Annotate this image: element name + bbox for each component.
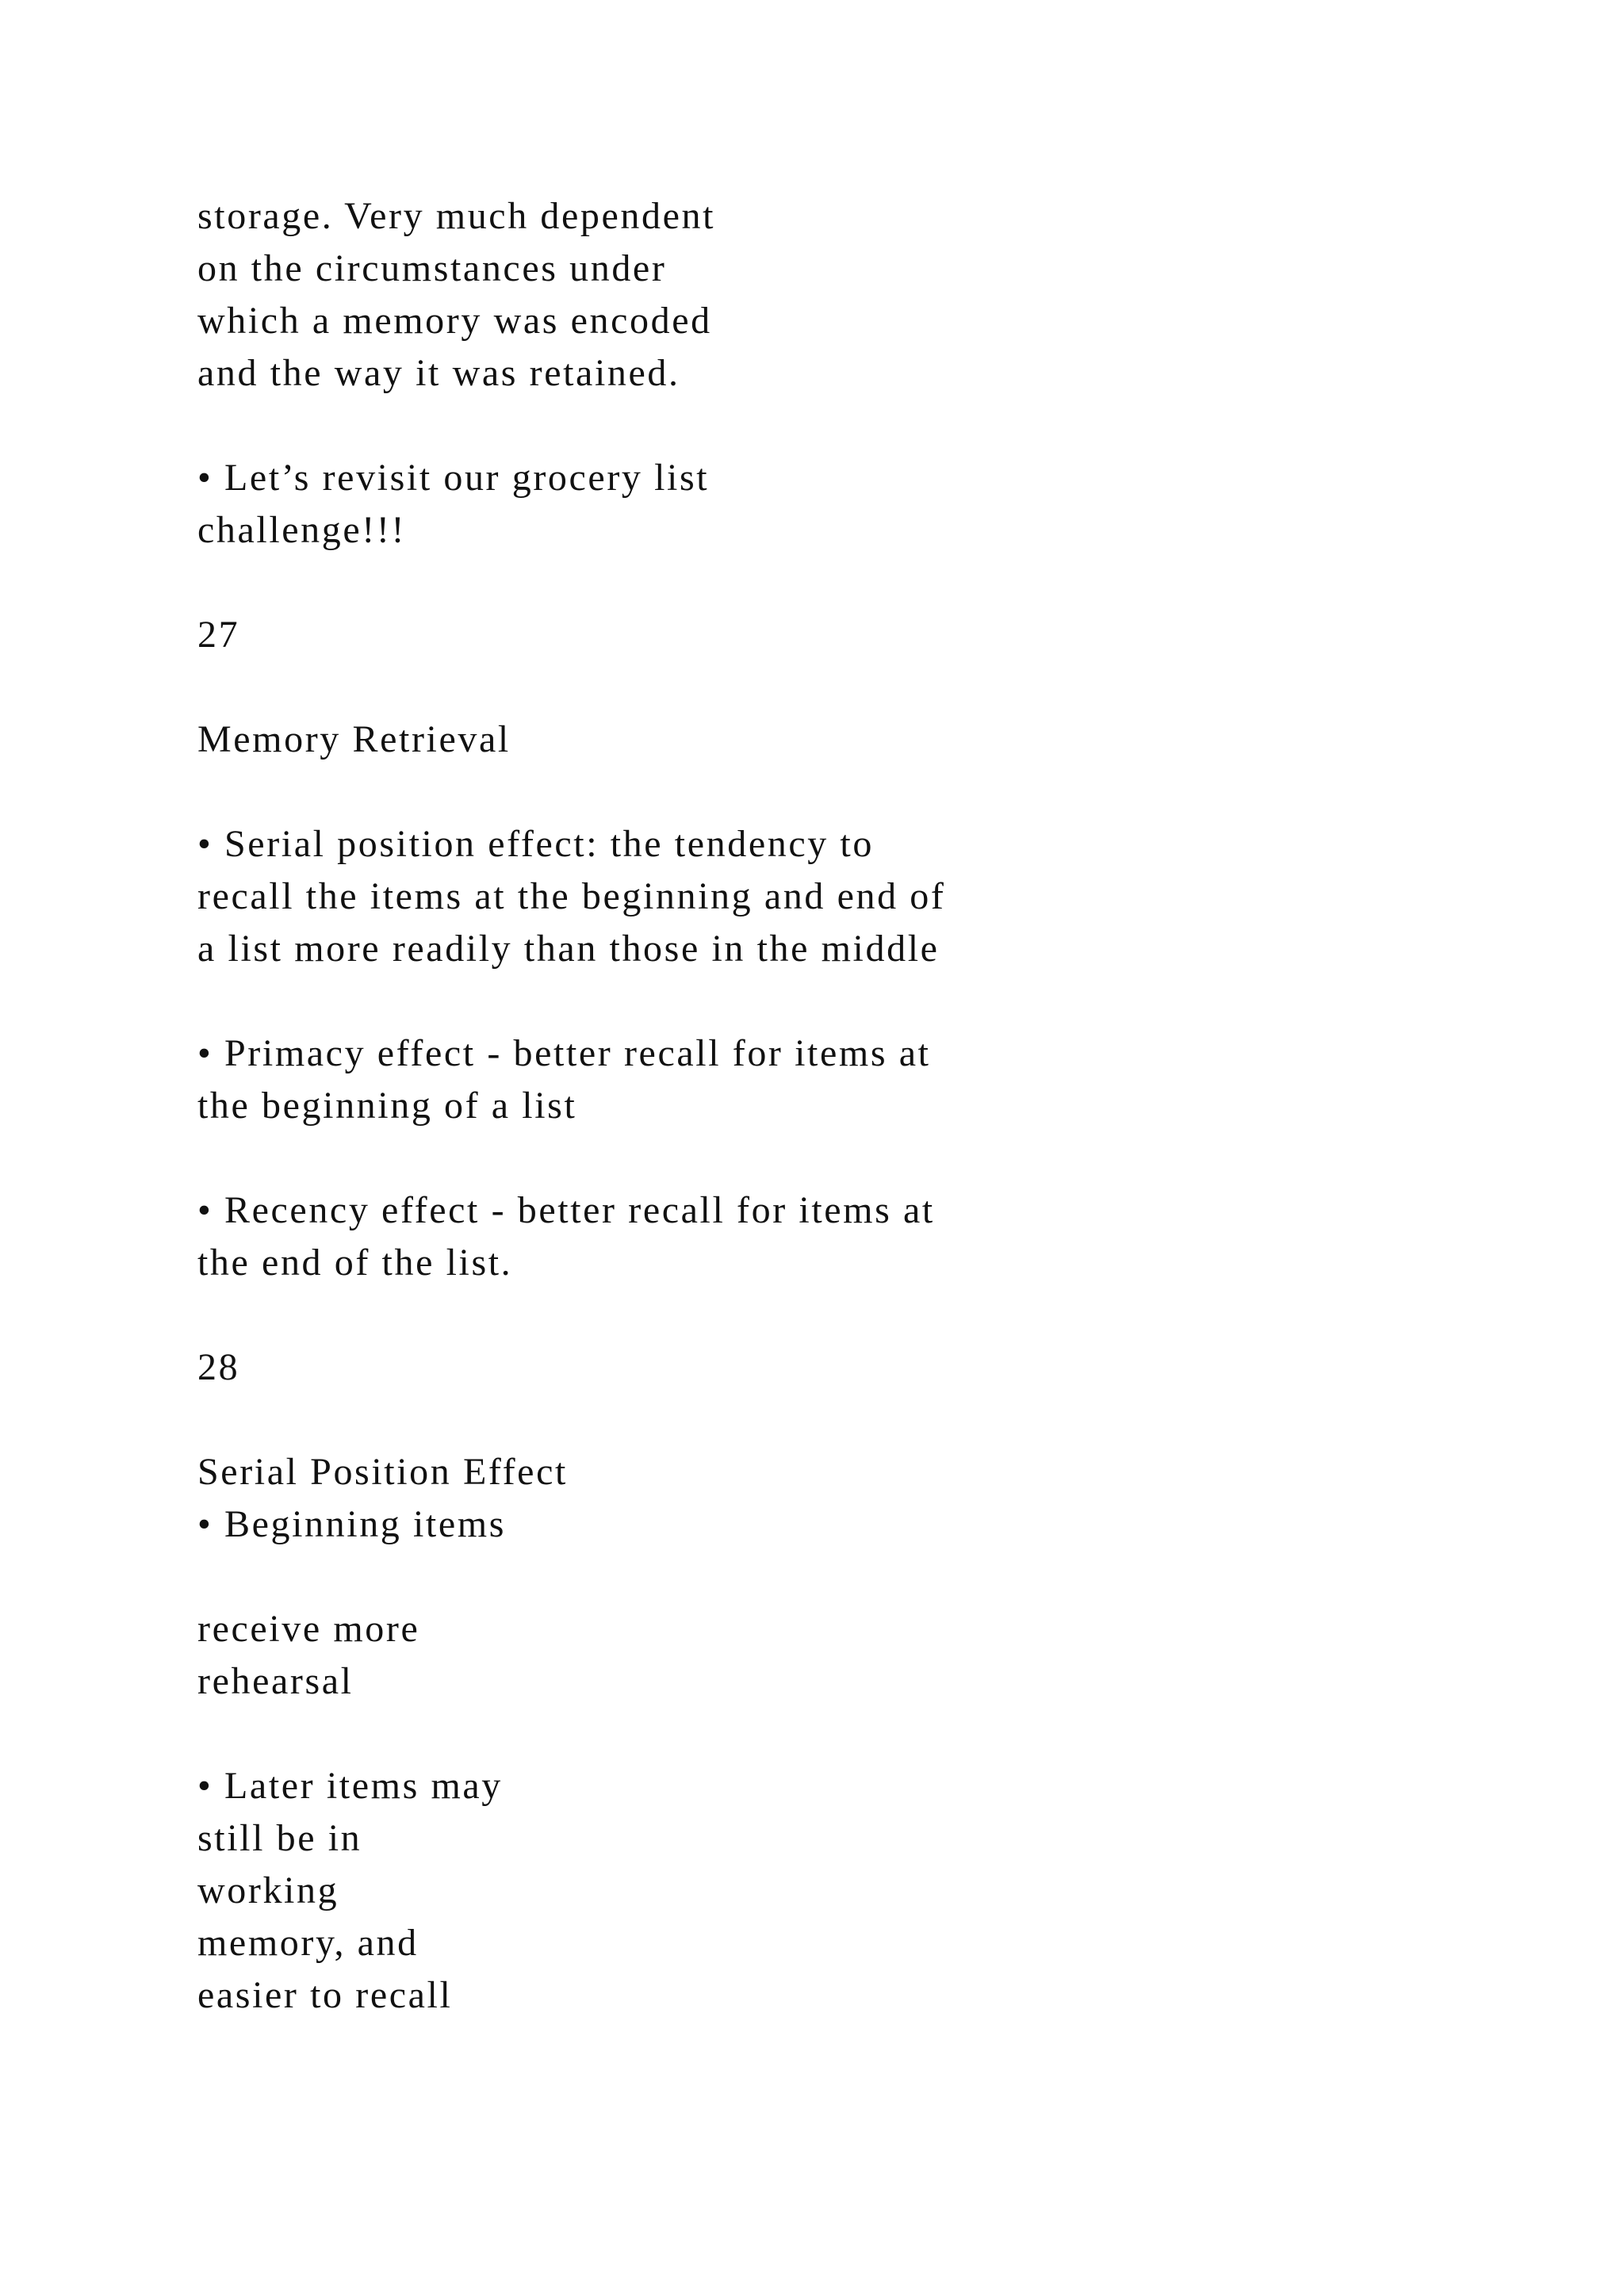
blank-line <box>197 400 1466 452</box>
text-line: which a memory was encoded <box>197 300 712 342</box>
bullet-line: • Beginning items <box>197 1503 506 1545</box>
text-line: the beginning of a list <box>197 1085 577 1127</box>
slide-heading: Serial Position Effect <box>197 1451 568 1493</box>
text-line: receive more <box>197 1608 420 1650</box>
text-line: memory, and <box>197 1922 419 1964</box>
document-text <box>197 190 1466 2022</box>
blank-line <box>197 557 1466 609</box>
bullet-line: • Primacy effect - better recall for items at <box>197 1032 931 1074</box>
blank-line <box>197 1551 1466 1603</box>
text-line: working <box>197 1869 339 1911</box>
slide-number: 27 <box>197 614 240 656</box>
blank-line <box>197 661 1466 714</box>
text-line: and the way it was retained. <box>197 352 680 394</box>
bullet-line: • Recency effect - better recall for items at <box>197 1189 935 1231</box>
text-line: recall the items at the beginning and end of <box>197 875 946 917</box>
blank-line <box>197 1289 1466 1341</box>
blank-line <box>197 1132 1466 1184</box>
blank-line <box>197 975 1466 1027</box>
text-line: easier to recall <box>197 1974 453 2016</box>
text-line: challenge!!! <box>197 509 407 551</box>
text-line: storage. Very much dependent <box>197 195 716 237</box>
bullet-line: • Later items may <box>197 1765 503 1807</box>
bullet-line: • Serial position effect: the tendency to <box>197 823 874 865</box>
text-line: the end of the list. <box>197 1242 513 1284</box>
blank-line <box>197 1394 1466 1446</box>
text-line: rehearsal <box>197 1660 354 1702</box>
blank-line <box>197 766 1466 818</box>
slide-heading: Memory Retrieval <box>197 718 511 760</box>
blank-line <box>197 1708 1466 1760</box>
text-line: a list more readily than those in the middle <box>197 928 940 970</box>
text-line: still be in <box>197 1817 362 1859</box>
slide-number: 28 <box>197 1346 240 1388</box>
text-line: on the circumstances under <box>197 247 667 289</box>
bullet-line: • Let’s revisit our grocery list <box>197 457 710 499</box>
